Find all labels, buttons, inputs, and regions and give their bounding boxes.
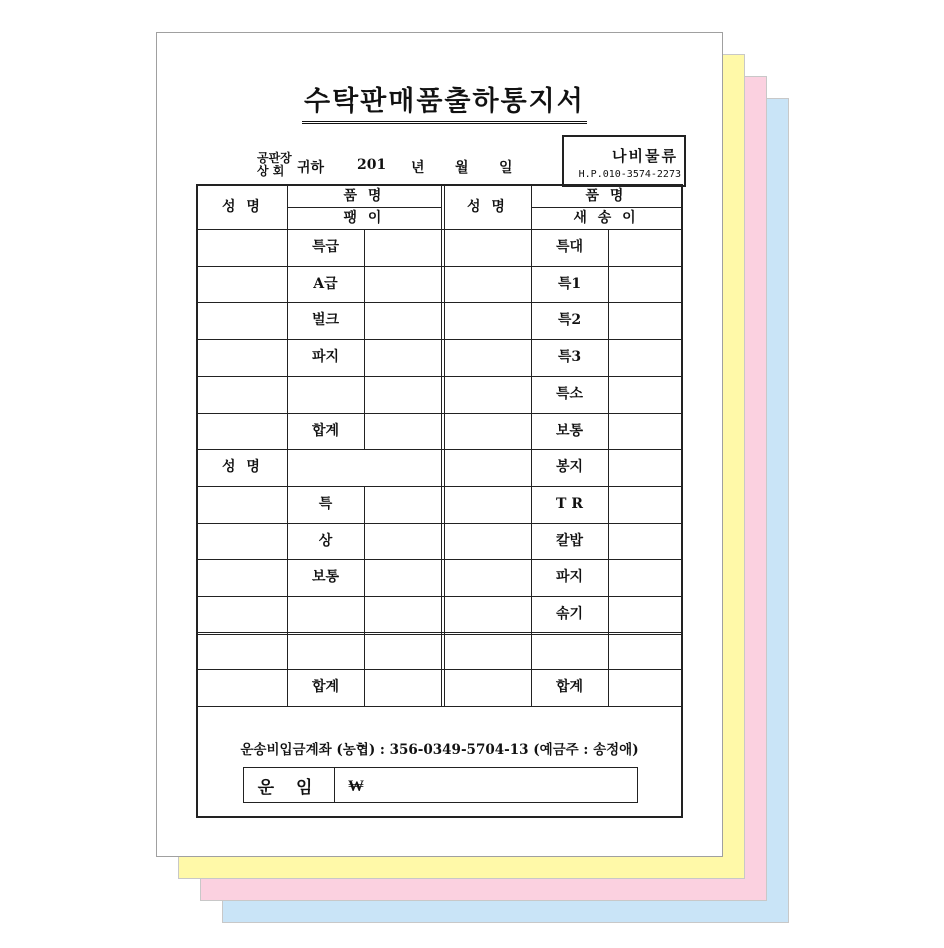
left-name-cell[interactable]	[198, 559, 287, 596]
right-name-cell[interactable]	[444, 633, 531, 670]
right-quantity-cell[interactable]	[608, 596, 681, 633]
left-name-cell[interactable]	[198, 302, 287, 339]
freight-fee-label: 운 임	[244, 768, 335, 802]
left-quantity-cell[interactable]	[364, 486, 441, 523]
right-item-label: 특2	[557, 312, 582, 329]
right-item-label: 솎기	[555, 606, 584, 622]
right-quantity-cell[interactable]	[608, 633, 681, 670]
form-sheet	[156, 32, 723, 857]
day-label: 일	[499, 160, 513, 176]
left-item-label: 보통	[311, 569, 340, 586]
left-quantity-cell[interactable]	[364, 669, 441, 706]
left-name-cell[interactable]	[198, 376, 287, 413]
right-item-header: 품 명	[585, 188, 627, 204]
left-name-cell[interactable]	[198, 486, 287, 523]
right-quantity-cell[interactable]	[608, 266, 681, 303]
right-item-label: 특대	[555, 239, 584, 255]
company-stamp-box	[562, 135, 686, 187]
right-quantity-cell[interactable]	[608, 229, 681, 266]
grid-line	[198, 706, 681, 707]
freight-fee-box	[243, 767, 638, 803]
right-item-label: 특3	[557, 349, 582, 366]
left-quantity-cell[interactable]	[364, 266, 441, 303]
left-item-label	[287, 596, 364, 633]
right-name-cell[interactable]	[444, 339, 531, 376]
right-item-label	[531, 633, 608, 670]
year-prefix: 201	[357, 157, 387, 173]
left-item-label	[287, 376, 364, 413]
right-quantity-cell[interactable]	[608, 486, 681, 523]
right-quantity-cell[interactable]	[608, 669, 681, 706]
left-item-label: 합계	[311, 679, 340, 696]
right-name-cell[interactable]	[444, 596, 531, 633]
right-item-label: 특1	[557, 275, 582, 292]
company-name: 나비물류	[612, 147, 678, 165]
left-section2-name-header: 성 명	[222, 459, 263, 476]
right-name-cell[interactable]	[444, 449, 531, 486]
org-label-bottom: 상 회	[257, 164, 285, 178]
right-quantity-cell[interactable]	[608, 449, 681, 486]
left-quantity-cell[interactable]	[364, 559, 441, 596]
left-name-cell[interactable]	[198, 596, 287, 633]
grid-line	[441, 186, 442, 706]
month-label: 월	[455, 160, 469, 176]
right-item-label: 합계	[555, 679, 584, 696]
right-item-label: 칼밥	[555, 532, 584, 549]
right-quantity-cell[interactable]	[608, 376, 681, 413]
left-item-label	[287, 633, 364, 670]
left-item-label: 벌크	[311, 312, 340, 329]
right-name-cell[interactable]	[444, 266, 531, 303]
left-name-cell[interactable]	[198, 413, 287, 450]
right-name-cell[interactable]	[444, 229, 531, 266]
right-name-cell[interactable]	[444, 523, 531, 560]
company-phone: H.P.010-3574-2273	[578, 169, 681, 180]
left-item-subheader: 팽 이	[343, 210, 385, 226]
left-quantity-cell[interactable]	[364, 633, 441, 670]
greeting-label: 귀하	[297, 160, 325, 176]
right-item-subheader: 새 송 이	[573, 210, 639, 226]
right-quantity-cell[interactable]	[608, 339, 681, 376]
right-name-cell[interactable]	[444, 376, 531, 413]
left-item-label: 특급	[311, 239, 340, 255]
left-item-header: 품 명	[343, 188, 385, 204]
left-name-header: 성 명	[222, 199, 263, 215]
left-item-label: 합계	[311, 422, 340, 439]
right-item-label: 특소	[555, 385, 584, 402]
left-name-cell[interactable]	[198, 229, 287, 266]
right-name-cell[interactable]	[444, 486, 531, 523]
left-name-cell[interactable]	[198, 523, 287, 560]
left-quantity-cell[interactable]	[364, 339, 441, 376]
left-name-cell[interactable]	[198, 266, 287, 303]
bank-account-info: 운송비입금계좌 (농협) : 356-0349-5704-13 (예금주 : 송정애)	[240, 742, 639, 758]
right-name-header: 성 명	[467, 199, 508, 215]
org-label-top: 공판장	[257, 151, 292, 165]
year-label: 년	[411, 160, 425, 176]
form-title: 수탁판매품출하통지서	[302, 85, 587, 124]
left-quantity-cell[interactable]	[364, 302, 441, 339]
right-name-cell[interactable]	[444, 302, 531, 339]
left-item-label: 파지	[311, 349, 340, 366]
right-item-label: 파지	[555, 569, 584, 586]
won-currency-symbol: ₩	[348, 776, 364, 795]
left-name-cell[interactable]	[198, 339, 287, 376]
right-quantity-cell[interactable]	[608, 302, 681, 339]
right-quantity-cell[interactable]	[608, 523, 681, 560]
right-name-cell[interactable]	[444, 413, 531, 450]
left-quantity-cell[interactable]	[364, 596, 441, 633]
shipment-table	[196, 184, 683, 818]
left-quantity-cell[interactable]	[364, 376, 441, 413]
right-name-cell[interactable]	[444, 669, 531, 706]
left-name-cell[interactable]	[198, 633, 287, 670]
left-item-label: 상	[318, 532, 333, 549]
left-name-cell[interactable]	[198, 669, 287, 706]
right-item-label: T R	[556, 495, 583, 512]
left-quantity-cell[interactable]	[364, 229, 441, 266]
left-quantity-cell[interactable]	[364, 523, 441, 560]
left-quantity-cell[interactable]	[364, 413, 441, 450]
left-item-label: A급	[313, 275, 338, 292]
right-quantity-cell[interactable]	[608, 413, 681, 450]
right-item-label: 봉지	[555, 459, 584, 476]
right-quantity-cell[interactable]	[608, 559, 681, 596]
right-name-cell[interactable]	[444, 559, 531, 596]
right-item-label: 보통	[555, 422, 584, 439]
left-item-label: 특	[318, 495, 333, 512]
